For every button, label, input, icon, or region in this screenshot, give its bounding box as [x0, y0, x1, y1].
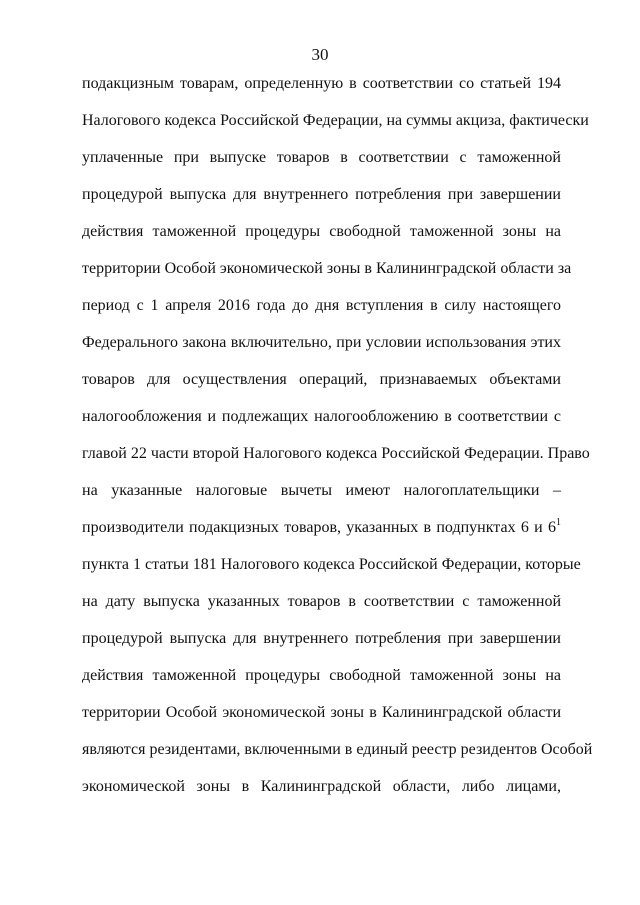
text-line-8: Федерального закона включительно, при условии использования этих: [82, 334, 561, 351]
text-line-4: процедурой выпуска для внутреннего потребления при завершении: [82, 186, 561, 203]
text-line-16: процедурой выпуска для внутреннего потребления при завершении: [82, 630, 561, 647]
text-line-6: территории Особой экономической зоны в Калининградской области за: [82, 260, 572, 277]
text-line-20: экономической зоны в Калининградской области, либо лицами,: [82, 778, 561, 795]
text-line-2: Налогового кодекса Российской Федерации, на суммы акциза, фактически: [82, 112, 589, 129]
footnote-superscript: 1: [556, 516, 561, 528]
text-line-13-main: производители подакцизных товаров, указанных в подпунктах 6 и 6: [82, 519, 556, 536]
text-line-15: на дату выпуска указанных товаров в соответствии с таможенной: [82, 593, 561, 610]
text-line-14: пункта 1 статьи 181 Налогового кодекса Российской Федерации, которые: [82, 556, 581, 573]
text-line-12: на указанные налоговые вычеты имеют налогоплательщики –: [82, 482, 561, 499]
text-line-18: территории Особой экономической зоны в Калининградской области: [82, 704, 561, 721]
text-line-13: [82, 517, 561, 554]
text-line-9: товаров для осуществления операций, признаваемых объектами: [82, 371, 561, 388]
text-line-10: налогообложения и подлежащих налогообложению в соответствии с: [82, 408, 561, 425]
body-text: [82, 73, 593, 813]
text-line-1: подакцизным товарам, определенную в соответствии со статьей 194: [82, 75, 561, 92]
text-line-7: период с 1 апреля 2016 года до дня вступления в силу настоящего: [82, 297, 561, 314]
text-line-11: главой 22 части второй Налогового кодекса Российской Федерации. Право: [82, 445, 590, 462]
text-line-5: действия таможенной процедуры свободной таможенной зоны на: [82, 223, 561, 240]
page-number: 30: [311, 45, 329, 64]
text-line-19: являются резидентами, включенными в единый реестр резидентов Особой: [82, 741, 593, 758]
text-line-3: уплаченные при выпуске товаров в соответствии с таможенной: [82, 149, 561, 166]
text-line-17: действия таможенной процедуры свободной таможенной зоны на: [82, 667, 561, 684]
